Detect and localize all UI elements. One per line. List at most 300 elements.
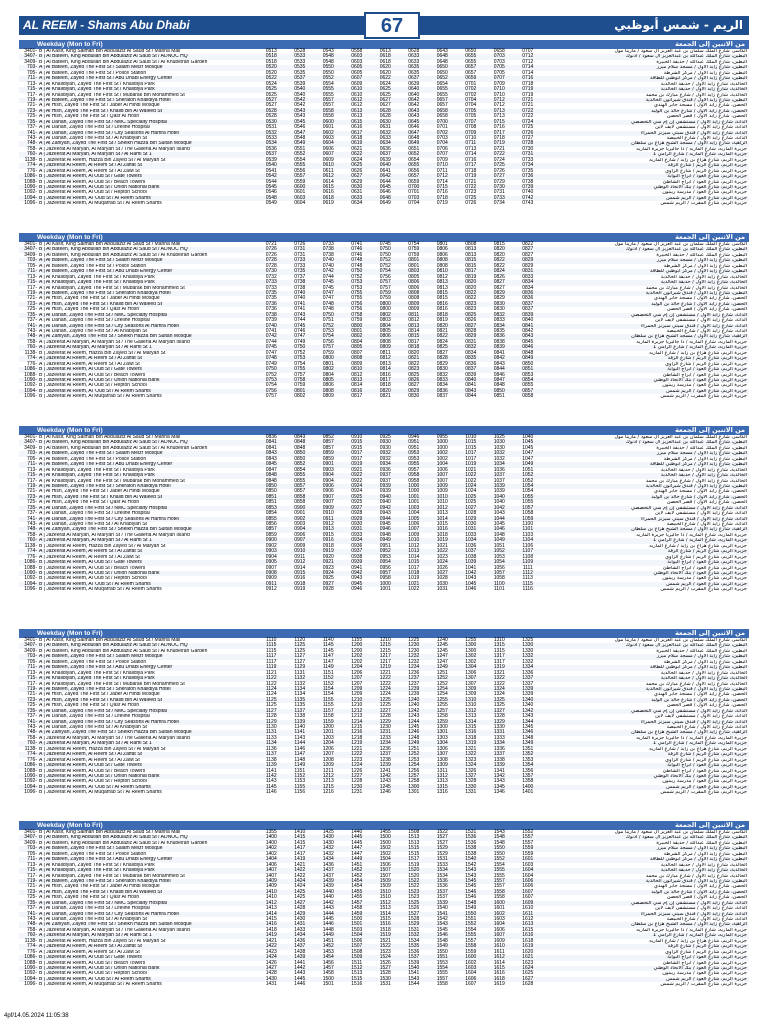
departure-time: 0716	[522, 75, 534, 82]
departure-time: 1112	[522, 569, 533, 576]
departure-time: 0758	[294, 376, 306, 383]
stop-name-ar: الدانة، شارع زايد الأول / مستشفى إن إم سي التخصصي	[630, 505, 747, 511]
stop-name-ar: البطين، شارع الملك عبدالله بن عبدالعزيز آل سعود / ادنوك	[625, 643, 747, 649]
departure-time: 0754	[322, 333, 334, 340]
stop-name-ar: جزيرة الريم، شارع العود / مدرسة ريبتون	[662, 383, 747, 389]
departure-time: 0829	[436, 360, 448, 367]
departure-time: 1151	[322, 669, 334, 676]
departure-time: 1519	[379, 932, 391, 939]
departure-time: 1453	[322, 948, 334, 955]
stop-code: 721-	[26, 883, 37, 890]
departure-time: 1131	[294, 669, 306, 676]
departure-time: 1602	[493, 910, 505, 917]
departure-time: 0627	[351, 173, 363, 180]
departure-time: 1127	[294, 653, 306, 660]
departure-time: 0837	[436, 393, 448, 400]
departure-time: 0919	[351, 461, 363, 468]
departure-time: 0825	[465, 311, 477, 318]
departure-time: 0930	[379, 439, 391, 446]
departure-time: 1045	[522, 439, 534, 446]
stop-name-ar: جزيرة الريم، شارع هزاع بن زايد / شارع الماريه	[649, 746, 747, 752]
departure-time: 1442	[294, 964, 306, 971]
departure-time: 0851	[522, 366, 534, 373]
departure-time: 0639	[379, 156, 391, 163]
departure-time: 0744	[294, 317, 306, 324]
departure-time: 0722	[465, 183, 477, 190]
departure-time: 1426	[265, 959, 277, 966]
departure-time: 0613	[379, 48, 391, 54]
stop-code: 725-	[26, 113, 37, 120]
departure-time: 0747	[294, 333, 306, 340]
departure-time: 0518	[265, 58, 277, 65]
departure-time: 1225	[408, 637, 420, 643]
departure-time: 0801	[408, 262, 420, 269]
departure-time: 1523	[408, 888, 420, 895]
departure-time: 1211	[322, 767, 334, 774]
departure-time: 0717	[493, 129, 505, 136]
departure-time: 1058	[522, 510, 534, 517]
departure-time: 0731	[522, 151, 534, 158]
departure-time: 0830	[493, 300, 505, 307]
departure-time: 0733	[265, 284, 277, 291]
departure-time: 0925	[379, 434, 391, 440]
departure-time: 0740	[522, 189, 534, 196]
departure-time: 1230	[408, 647, 420, 654]
stop-name: A | Al Bateen, Zayed The First St / Abu Dhabi Energy Center	[39, 76, 173, 82]
departure-time: 1052	[493, 548, 505, 555]
departure-time: 1125	[294, 647, 306, 654]
departure-time: 0809	[322, 393, 334, 400]
stop-name-ar: الحصن، شارع زايد الأول / قصر الحصن	[666, 895, 747, 901]
stop-name-ar: الخالدية، شارع زايد الأول / حديقة الخالدية	[660, 676, 747, 682]
departure-time: 0829	[493, 289, 505, 296]
departure-time: 1534	[408, 937, 420, 944]
departure-time: 0615	[322, 183, 334, 190]
departure-time: 1431	[294, 921, 306, 928]
departure-time: 0957	[379, 569, 391, 576]
departure-time: 0654	[436, 80, 448, 87]
departure-time: 0620	[379, 64, 391, 71]
departure-time: 0946	[379, 526, 391, 533]
departure-time: 1526	[408, 905, 420, 912]
departure-time: 1322	[465, 751, 477, 758]
departure-time: 0552	[322, 75, 334, 82]
stop-name: A | Jazeerat Al Maryah, Al Maryah St / The Galleria Al Maryah Island	[39, 735, 190, 741]
departure-time: 0744	[322, 273, 334, 280]
departure-time: 1456	[322, 959, 334, 966]
departure-time: 1137	[265, 751, 277, 758]
departure-time: 0741	[294, 306, 306, 313]
stop-code: 735-	[26, 899, 37, 906]
departure-time: 0752	[265, 371, 277, 378]
departure-time: 1606	[522, 877, 534, 884]
departure-time: 1336	[522, 669, 534, 676]
departure-time: 1122	[265, 680, 277, 687]
stop-code: 741-	[26, 515, 37, 522]
departure-time: 1216	[322, 789, 334, 796]
departure-time: 0822	[493, 257, 505, 264]
departure-time: 1002	[436, 450, 448, 457]
departure-time: 0834	[522, 279, 534, 286]
departure-time: 1249	[408, 740, 420, 747]
departure-time: 1144	[294, 740, 306, 747]
departure-time: 1430	[294, 916, 306, 922]
departure-time: 1445	[351, 834, 363, 841]
departure-time: 1055	[522, 493, 534, 500]
stop-name-ar: جزيرة الريم، شارع العود / بنك الاتحاد الوطني	[653, 570, 747, 576]
departure-time: 0606	[322, 145, 334, 152]
departure-time: 1145	[322, 642, 334, 649]
stop-name-ar: البطين، شارع زايد الأول / مسجد سلام ميزر	[656, 258, 747, 264]
departure-time: 1517	[408, 856, 420, 863]
departure-time: 1401	[522, 789, 534, 796]
departure-time: 0813	[465, 251, 477, 258]
departure-time: 0815	[436, 289, 448, 296]
stop-name: A | Al Bateen, Zayed The First St / Salam Meizr Mosque	[39, 258, 163, 264]
departure-time: 1147	[322, 653, 334, 660]
stop-code: 3407-	[24, 53, 37, 60]
departure-time: 1009	[408, 531, 420, 538]
departure-time: 0847	[493, 376, 505, 383]
route-number: 67	[364, 12, 420, 39]
departure-time: 1325	[493, 696, 505, 703]
departure-time: 0834	[522, 284, 534, 291]
departure-time: 0855	[522, 382, 534, 389]
departure-time: 0901	[322, 461, 334, 468]
stop-name: A | Al Khalidiyah, Zayed The First St / Khalidiya Park	[39, 862, 155, 868]
stop-name: A | Al Khalidiyah, Zayed The First St / Mubarak Bin Mohammed St	[39, 873, 185, 879]
stop-name-ar: البطين، شارع زايد الأول / مركز أبوظبي للطاقة	[650, 857, 747, 863]
departure-time: 1201	[322, 729, 334, 736]
departure-time: 1504	[351, 932, 363, 939]
departure-time: 0741	[294, 300, 306, 307]
stop-code: 737-	[26, 317, 37, 324]
stop-name: A | Al Khalidiyah, Zayed The First St / Khalidiya Park	[39, 868, 155, 874]
departure-time: 0537	[265, 151, 277, 158]
departure-time: 1417	[294, 850, 306, 857]
departure-time: 1242	[379, 772, 391, 779]
departure-time: 1503	[351, 926, 363, 933]
departure-time: 0727	[493, 173, 505, 180]
departure-time: 1339	[493, 762, 505, 769]
title-en: AL REEM - Shams Abu Dhabi	[23, 18, 190, 32]
departure-time: 1543	[465, 867, 477, 874]
departure-time: 0927	[351, 504, 363, 511]
departure-time: 0832	[493, 311, 505, 318]
departure-time: 1313	[436, 778, 448, 785]
departure-time: 1558	[493, 894, 505, 901]
departure-time: 0913	[322, 526, 334, 533]
stop-name: A | Jazeerat Al Maryah, Al Maryah St / The Galleria Al Maryah Island	[39, 532, 190, 538]
departure-time: 0732	[265, 273, 277, 280]
stop-name-ar: جزيرة الريم، شارع العود / الريم شمس	[666, 195, 747, 201]
departure-time: 1146	[294, 745, 306, 752]
departure-time: 1427	[265, 964, 277, 971]
departure-time: 0554	[294, 156, 306, 163]
departure-time: 0718	[436, 194, 448, 201]
departure-time: 0925	[351, 493, 363, 500]
stop-name: A | Al Bateen, Zayed The First St / Sheraton Khalidiya Hotel	[39, 483, 171, 489]
departure-time: 1555	[493, 867, 505, 874]
departure-time: 0759	[294, 382, 306, 389]
departure-time: 0821	[379, 393, 391, 400]
departure-time: 0603	[322, 135, 334, 141]
departure-time: 1620	[522, 948, 534, 955]
departure-time: 1010	[436, 499, 448, 506]
departure-time: 1321	[465, 745, 477, 752]
departure-time: 1410	[265, 888, 277, 895]
stop-name: A | Al Danah, Zayed The First St / NMC Specialty Hospital	[39, 119, 167, 125]
departure-time: 1516	[379, 921, 391, 928]
stop-name-ar: جزيرة الريم، شارع المقرب / الريم شمس	[660, 394, 747, 400]
departure-time: 1154	[322, 685, 334, 692]
departure-time: 1337	[522, 675, 534, 682]
stop-name-ar: الخالدية، شارع زايد الأول / شارع مبارك بن محمد	[645, 873, 747, 879]
departure-time: 0823	[465, 300, 477, 307]
departure-time: 1343	[522, 713, 534, 720]
stop-code: 715-	[26, 867, 37, 874]
block-header-en: Weekday (Mon to Fri)	[37, 822, 103, 829]
departure-time: 1546	[465, 894, 477, 901]
departure-time: 1407	[265, 872, 277, 879]
departure-time: 0757	[322, 344, 334, 351]
departure-time: 0542	[265, 173, 277, 180]
departure-time: 0605	[351, 69, 363, 76]
departure-time: 1545	[436, 926, 448, 933]
stop-name-ar: الخالدية، شارع زايد الأول / حديقة الخالدية	[660, 670, 747, 676]
departure-time: 0814	[408, 328, 420, 334]
stop-name: B | Al Bateen, King Abdullah bin Abdulaziz Al Saud St / Al Khubeirah Garden	[39, 59, 208, 65]
departure-time: 0655	[465, 58, 477, 65]
departure-time: 0731	[294, 251, 306, 258]
departure-time: 0543	[294, 113, 306, 120]
departure-time: 0738	[322, 246, 334, 253]
departure-time: 1202	[351, 658, 363, 665]
stop-name-ar: الخالدية، شارع زايد الأول / حديقة الخالدية	[660, 862, 747, 868]
departure-time: 0748	[351, 262, 363, 269]
departure-time: 1557	[522, 834, 534, 841]
departure-time: 0559	[294, 178, 306, 185]
departure-time: 0610	[322, 162, 334, 169]
departure-time: 0724	[522, 118, 534, 125]
departure-time: 1618	[522, 937, 534, 944]
departure-time: 1327	[493, 707, 505, 714]
departure-time: 0820	[465, 284, 477, 291]
departure-time: 1317	[493, 653, 505, 660]
departure-time: 0828	[436, 355, 448, 362]
stop-code: 3407-	[24, 834, 37, 841]
departure-time: 0907	[294, 537, 306, 544]
departure-time: 1354	[522, 762, 534, 769]
departure-time: 0710	[465, 135, 477, 141]
stop-name-ar: البطين، شارع زايد الأول / مركز أبوظبي للطاقة	[650, 665, 747, 671]
stop-code: 721-	[26, 488, 37, 495]
departure-time: 1243	[408, 713, 420, 720]
departure-time: 1520	[408, 867, 420, 874]
stop-name: A | Al Bateen, Zayed The First St / Sheraton Khalidiya Hotel	[39, 97, 171, 103]
departure-time: 1312	[436, 772, 448, 779]
stop-times	[257, 982, 547, 987]
departure-time: 1254	[408, 762, 420, 769]
departure-time: 1002	[436, 455, 448, 462]
departure-time: 1213	[351, 713, 363, 720]
departure-time: 0808	[322, 387, 334, 394]
departure-time: 1115	[266, 647, 277, 654]
departure-time: 0752	[351, 273, 363, 280]
departure-time: 0603	[351, 58, 363, 65]
departure-time: 0817	[379, 376, 391, 383]
departure-time: 0804	[379, 322, 391, 329]
departure-time: 1134	[265, 740, 277, 747]
departure-time: 1001	[408, 493, 420, 500]
departure-time: 1301	[408, 789, 420, 796]
departure-time: 1221	[351, 745, 363, 752]
stop-name-ar: البطين، شارع زايد الأول / مركز أبوظبي للطاقة	[650, 269, 747, 275]
departure-time: 0717	[465, 162, 477, 169]
departure-time: 0557	[322, 96, 334, 103]
departure-time: 0712	[522, 53, 534, 60]
stop-name-ar: الحصن، شارع زايد الأول / شارع خالد بن الوليد	[651, 301, 747, 307]
departure-time: 1531	[379, 981, 391, 988]
stop-name-ar: جزيرة الريم، شارع الريم / شارع الزفة	[667, 163, 747, 169]
departure-time: 0821	[408, 355, 420, 362]
departure-time: 1215	[322, 783, 334, 790]
stop-name-ar: الدانة، شارع زايد الأول / شارع الخبيصة	[666, 725, 747, 730]
stop-name: B | Jazeerat Al Reem, Al Oud St / Union National Bank	[39, 184, 160, 190]
departure-time: 0945	[379, 521, 391, 527]
departure-time: 0933	[351, 531, 363, 538]
departure-time: 0859	[322, 450, 334, 457]
departure-time: 1455	[351, 888, 363, 895]
departure-time: 0710	[493, 91, 505, 98]
departure-time: 0749	[265, 360, 277, 367]
stop-name-ar: الدانة، شارع زايد الأول / مستشفى لايف لاين	[655, 906, 747, 912]
departure-time: 0836	[522, 295, 534, 302]
stop-name-ar: الدانة، شارع زايد الأول / مستشفى لايف لاين	[655, 511, 747, 517]
departure-time: 1227	[351, 772, 363, 779]
departure-time: 0859	[265, 531, 277, 538]
stop-code: 1096-	[24, 789, 37, 796]
departure-time: 1206	[322, 745, 334, 752]
departure-time: 0823	[465, 306, 477, 313]
departure-time: 0757	[379, 284, 391, 291]
stop-name: A | Al Hisn, Zayed The First St / Jaber Al Hindi Mosque	[39, 489, 160, 495]
stop-name-ar: البطين، شارع زايد الأول / فندق شيراتون الخالدية	[645, 290, 747, 296]
departure-time: 0941	[351, 564, 363, 571]
stop-code: 758-	[26, 145, 37, 152]
stop-name: B | Jazeerat Al Reem, Al 'Oud St / Al Reem Shams	[39, 581, 151, 587]
departure-time: 0604	[322, 140, 334, 147]
departure-time: 1557	[522, 839, 534, 846]
departure-time: 1053	[493, 553, 505, 560]
departure-time: 0806	[436, 246, 448, 253]
departure-time: 0822	[493, 262, 505, 269]
stop-name: B | Al Kasir, King Salman Bin Abdulaziz Al Saud St / Marina Mall	[39, 435, 181, 440]
stop-name-ar: جزيرة الماريه، شارع الماريه / شارع الرامي 1	[653, 933, 747, 939]
departure-time: 1615	[522, 926, 534, 933]
stop-name-ar: الكاسر، شارع الملك سلمان بن عبد العزيز آل سعود / مارينا مول	[614, 638, 747, 643]
stop-code: 3409-	[24, 58, 37, 65]
departure-time: 1446	[294, 981, 306, 988]
stop-name-ar: الدانة، شارع زايد الأول / فندق سيتي سيزنز الحمراء	[640, 911, 747, 917]
departure-time: 0745	[322, 284, 334, 291]
departure-time: 0848	[522, 349, 534, 356]
departure-time: 0651	[408, 145, 420, 152]
departure-time: 1252	[436, 680, 448, 687]
departure-time: 0804	[351, 338, 363, 345]
departure-time: 1615	[493, 964, 505, 971]
stop-name: B | Jazeerat Al Reem, Al 'Oud St / Al Reem Shams	[39, 784, 151, 790]
stop-name-ar: البطين، شارع زايد الأول / مركز الشرطة	[663, 263, 747, 269]
departure-time: 0832	[465, 344, 477, 351]
departure-time: 0616	[322, 189, 334, 196]
departure-time: 1551	[465, 916, 477, 922]
departure-time: 1526	[379, 959, 391, 966]
departure-time: 0740	[322, 257, 334, 264]
departure-time: 1545	[465, 883, 477, 890]
stop-name: A | Al Hisn, Zayed The First St / Qasr Al Hosn	[39, 500, 140, 506]
stop-name: A | Al Khalidiyah, Zayed The First St / Khalidiya Park	[39, 280, 155, 286]
stop-name-ar: جزيرة الريم، شارع العود / مدرسة ريبتون	[662, 190, 747, 196]
stop-code: 748-	[26, 526, 37, 533]
stop-name-ar: جزيرة الريم، شارع الريم / شارع الزفة	[667, 549, 747, 555]
stop-code: 748-	[26, 729, 37, 736]
stop-name: B | Al Bateen, King Abdullah bin Abdulaziz Al Saud St / ADNOC HQ	[39, 247, 188, 253]
stop-name-ar: جزيرة الريم، شارع المقرب / الريم شمس	[660, 790, 747, 796]
stop-name-ar: الحصن، شارع زايد الأول / قصر الحصن	[666, 703, 747, 709]
departure-time: 1508	[351, 948, 363, 955]
table-row	[19, 394, 749, 399]
departure-time: 0520	[265, 69, 277, 76]
departure-time: 0851	[265, 493, 277, 500]
departure-time: 1541	[436, 910, 448, 917]
stop-code: 748-	[26, 140, 37, 147]
departure-time: 0822	[522, 241, 534, 247]
departure-time: 1122	[265, 675, 277, 682]
departure-time: 1455	[379, 829, 391, 835]
stop-code: 735-	[26, 504, 37, 511]
departure-time: 1253	[408, 756, 420, 763]
departure-time: 0830	[408, 393, 420, 400]
departure-time: 1627	[522, 975, 534, 982]
stop-name-ar: جزيرة الريم، شارع المقرب / الريم شمس	[660, 587, 747, 593]
stop-name: A | Jazeerat Al Reem, Al Reem St / Al Zaffat St	[39, 549, 142, 555]
departure-time: 0740	[265, 322, 277, 329]
departure-time: 0822	[436, 333, 448, 340]
stop-name-ar: الدانة، شارع زايد الأول / فندق سيتي سيزنز الحمراء	[640, 719, 747, 725]
departure-time: 1554	[465, 926, 477, 933]
departure-time: 0855	[294, 472, 306, 479]
departure-time: 0919	[294, 586, 306, 593]
departure-time: 0922	[351, 472, 363, 479]
departure-time: 0806	[408, 279, 420, 286]
departure-time: 0649	[379, 200, 391, 207]
departure-time: 1552	[522, 829, 534, 835]
stop-code: 1138-	[24, 937, 37, 944]
stop-code: 713-	[26, 466, 37, 473]
stop-name: A | Jazeerat Al Maryah, Al Maryah St / Al Rami St 1	[39, 538, 152, 544]
stop-name-ar: الحصن، شارع زايد الأول / مسجد جابر الهندي	[654, 692, 747, 698]
stop-name-ar: الحصن، شارع زايد الأول / مسجد جابر الهندي	[654, 103, 747, 109]
departure-time: 0702	[465, 91, 477, 98]
departure-time: 1328	[493, 713, 505, 720]
departure-time: 1530	[379, 975, 391, 982]
departure-time: 0555	[294, 162, 306, 169]
departure-time: 1550	[493, 850, 505, 857]
departure-time: 0738	[294, 279, 306, 286]
departure-time: 1402	[265, 850, 277, 857]
table-row	[19, 201, 749, 206]
